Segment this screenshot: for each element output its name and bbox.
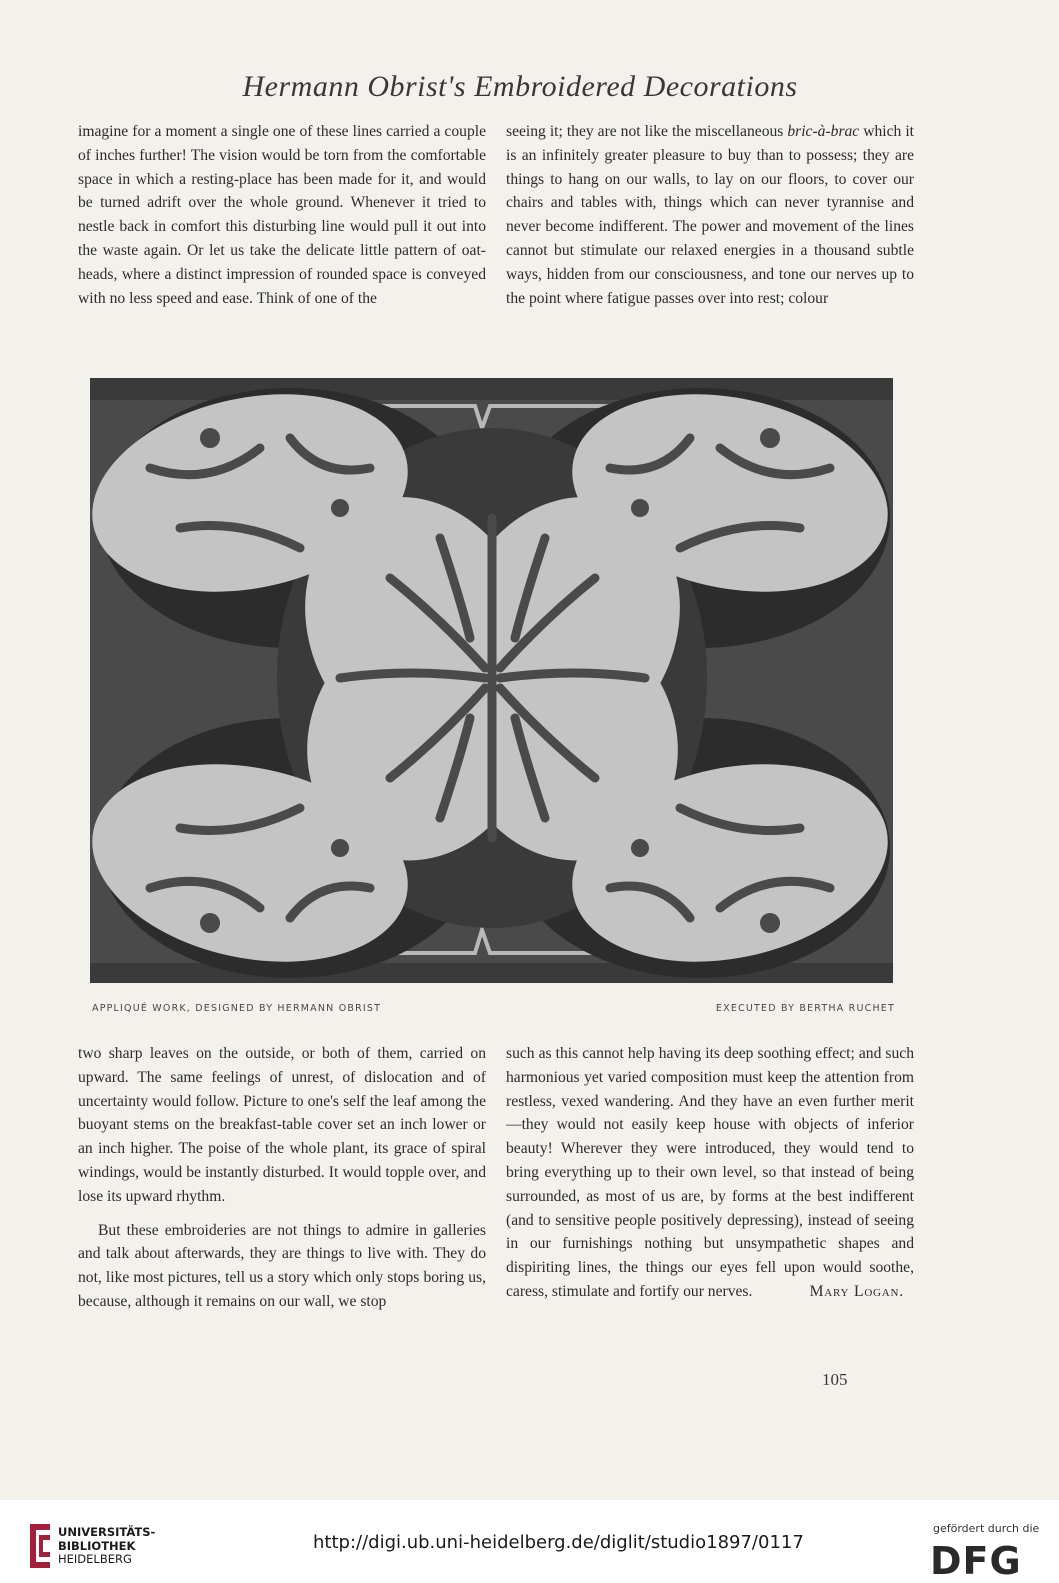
running-head: Hermann Obrist's Embroidered Decorations [242,70,798,103]
italic-term: bric-à-brac [787,123,860,140]
figure-caption-executor: EXECUTED BY BERTHA RUCHET [715,1003,895,1014]
applique-illustration [90,378,893,983]
library-name-line: BIBLIOTHEK [58,1538,136,1553]
library-name-line: HEIDELBERG [58,1552,132,1566]
source-url-link[interactable]: http://digi.ub.uni-heidelberg.de/diglit/studio1897/0117 [313,1532,804,1553]
text-run: such as this cannot help having its deep soothing effect; and such harmonious yet varied composition must keep the attention from restless, vexed wandering. And they have an even further merit—they would not easily keep house with objects of inferior beauty! Wherever they were introduced, they would tend to bring everything up to their own level, so that instead of being surrounded, as most of us are, by forms at the best indifferent (and to sensitive people positively depressing), instead of seeing in our furnishings nothing but unsympathetic shapes and dispiriting lines, the things our eyes fell upon would soothe, caress, stimulate and fortify our nerves. [506,1045,914,1300]
text-run: which it is an infinitely greater pleasure to buy than to possess; they are things to hang on our walls, to lay on our floors, to cover our chairs and tables with, things which can never tyrannise and never become indifferent. The power and movement of the lines cannot but stimulate our relaxed energies in a thousand subtle ways, hidden from our consciousness, and tone our nerves up to the point where fatigue passes over into rest; colour [506,123,914,307]
digitization-footer [0,1500,1059,1583]
text-column-top-left [78,120,486,310]
dfg-logo: DFG [930,1539,1022,1583]
paragraph [506,1042,914,1304]
paragraph: But these embroideries are not things to admire in galleries and talk about afterwards, they are things to live with. They do not, like most pictures, tell us a story which only stops boring us, because, although it remains on our wall, we stop [78,1221,486,1310]
text-column-top-right [506,120,914,310]
library-name-line: UNIVERSITÄTS- [58,1525,156,1539]
author-signature: Mary Logan. [809,1282,904,1300]
library-logo-icon [28,1522,52,1570]
library-name [58,1526,155,1567]
text-column-bottom-left [78,1042,486,1314]
figure-caption-designer: APPLIQUÉ WORK, DESIGNED BY HERMANN OBRIST [92,1003,382,1014]
paragraph: imagine for a moment a single one of these lines carried a couple of inches further! The vision would be torn from the comfortable space in which a resting-place has been made for it, and would be turned adrift over the whole ground. Whenever it tried to nestle back in comfort this disturbing line would pull it out into the waste again. Or let us take the delicate little pattern of oat-heads, where a distinct impression of rounded space is conveyed with no less speed and ease. Think of one of the [78,123,486,307]
applique-work-plate [90,378,893,983]
text-column-bottom-right [506,1042,914,1304]
page-number: 105 [822,1370,848,1389]
funded-by-label: gefördert durch die [933,1522,1040,1535]
paragraph [506,120,914,310]
paragraph: two sharp leaves on the outside, or both of them, carried on upward. The same feelings of unrest, of dislocation and of uncertainty would follow. Picture to one's self the leaf among the buoyant stems on the breakfast-table cover set an inch lower or an inch higher. The poise of the whole plant, its grace of spiral windings, would be instantly disturbed. It would topple over, and lose its upward rhythm. [78,1045,486,1205]
text-run: seeing it; they are not like the miscellaneous [506,123,788,140]
